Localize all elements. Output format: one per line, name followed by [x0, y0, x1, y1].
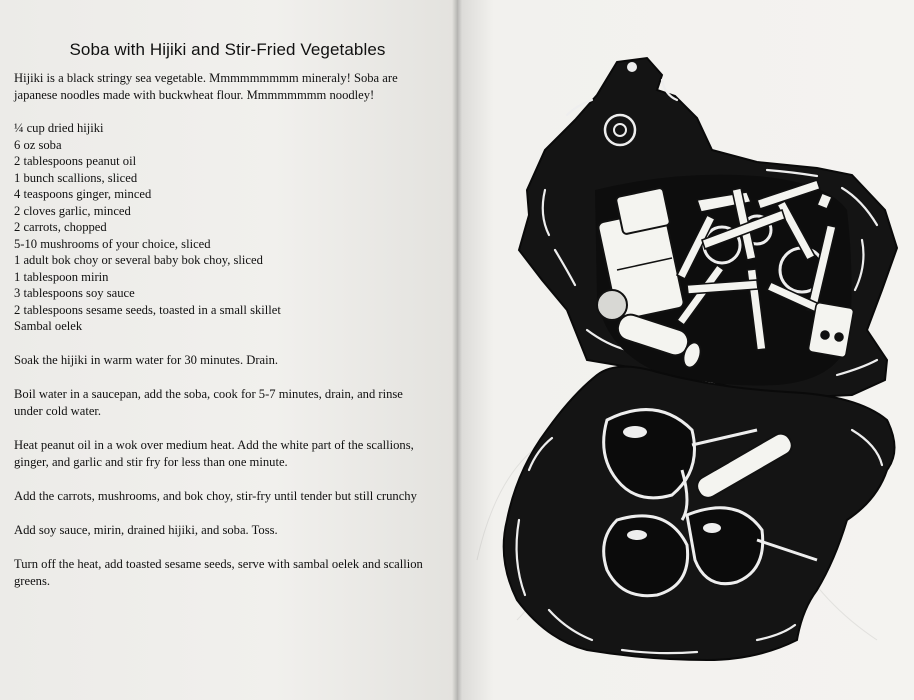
ingredient-item: 2 tablespoons sesame seeds, toasted in a small skillet	[14, 302, 281, 317]
ingredient-item: 1 adult bok choy or several baby bok choy, sliced	[14, 253, 263, 267]
recipe-intro: Hijiki is a black stringy sea vegetable. Mmmmmmmmm mineraly! Soba are japanese noodles made with buckwheat flour. Mmmmmmmm noodley!	[14, 71, 398, 102]
recipe-step: Soak the hijiki in warm water for 30 minutes. Drain.	[14, 352, 279, 367]
recipe-title: Soba with Hijiki and Stir-Fried Vegetables	[69, 40, 386, 59]
ingredient-item: 4 teaspoons ginger, minced	[14, 187, 152, 201]
ingredient-item: 3 tablespoons soy sauce	[14, 286, 135, 300]
recipe-step: Add the carrots, mushrooms, and bok choy, stir-fry until tender but still crunchy	[14, 488, 417, 503]
recipe-step: Add soy sauce, mirin, drained hijiki, and soba. Toss.	[14, 522, 278, 537]
recipe-step: Turn off the heat, add toasted sesame seeds, serve with sambal oelek and scallion greens.	[14, 556, 423, 588]
ingredient-item: ¼ cup dried hijiki	[14, 121, 104, 135]
ingredient-item: 1 tablespoon mirin	[14, 269, 109, 284]
recipe-step: Heat peanut oil in a wok over medium heat. Add the white part of the scallions, ginger, and garlic and stir fry for less than one minute.	[14, 437, 414, 469]
ingredient-item: 2 carrots, chopped	[14, 220, 107, 234]
ingredient-item: 2 tablespoons peanut oil	[14, 154, 137, 168]
ingredient-item: 5-10 mushrooms of your choice, sliced	[14, 236, 211, 251]
right-page	[457, 0, 914, 700]
ingredient-list	[14, 120, 431, 335]
ingredient-item: Sambal oelek	[14, 319, 83, 333]
ingredient-item: 2 cloves garlic, minced	[14, 203, 131, 218]
ingredient-item: 1 bunch scallions, sliced	[14, 170, 138, 185]
recipe-step: Boil water in a saucepan, add the soba, cook for 5-7 minutes, drain, and rinse under cold water.	[14, 386, 403, 418]
ingredient-item: 6 oz soba	[14, 137, 62, 152]
round-tin-object	[597, 290, 627, 320]
pouch-illustration	[457, 0, 914, 700]
